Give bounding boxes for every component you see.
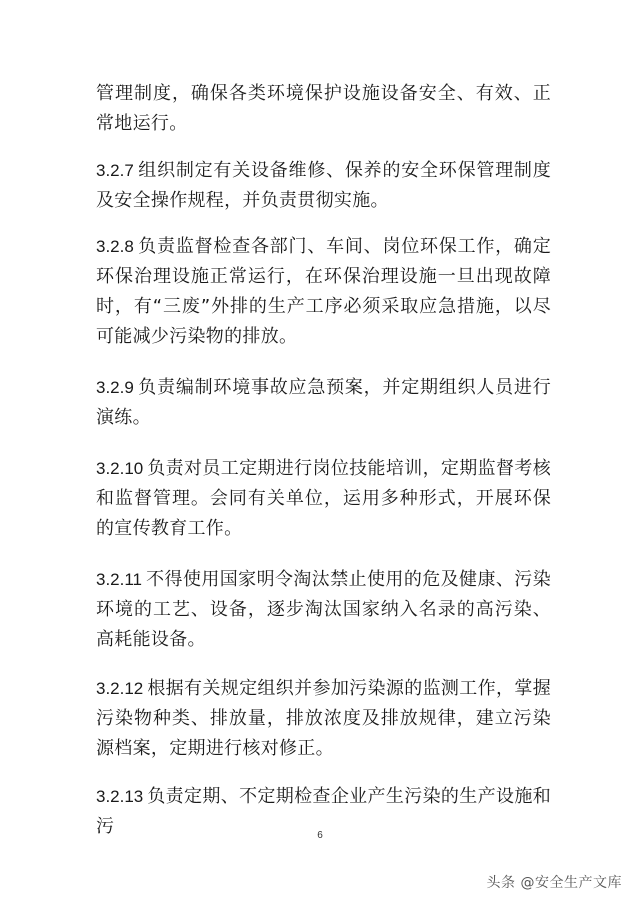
clause-number: 3.2.7 — [96, 161, 134, 180]
paragraph-text: 不得使用国家明令淘汰禁止使用的危及健康、污染环境的工艺、设备，逐步淘汰国家纳入名录的高污染、高耗能设备。 — [96, 569, 551, 650]
clause-number: 3.2.13 — [96, 787, 144, 806]
clause-number: 3.2.10 — [96, 459, 144, 478]
paragraph-continuation — [96, 79, 551, 139]
clause-number: 3.2.9 — [96, 378, 134, 397]
clause-number: 3.2.8 — [96, 237, 134, 256]
paragraph-3-2-7 — [96, 156, 551, 216]
paragraph-3-2-10 — [96, 454, 551, 544]
paragraph-text: 负责对员工定期进行岗位技能培训，定期监督考核和监督管理。会同有关单位，运用多种形式，开展环保的宣传教育工作。 — [96, 458, 551, 539]
clause-number: 3.2.12 — [96, 679, 144, 698]
paragraph-text: 管理制度，确保各类环境保护设施设备安全、有效、正常地运行。 — [96, 83, 551, 134]
paragraph-text: 负责定期、不定期检查企业产生污染的生产设施和污 — [96, 786, 551, 837]
paragraph-3-2-12 — [96, 674, 551, 764]
paragraph-3-2-9 — [96, 373, 551, 433]
paragraph-3-2-8 — [96, 232, 551, 352]
page-number: 6 — [317, 830, 323, 841]
paragraph-text: 组织制定有关设备维修、保养的安全环保管理制度及安全操作规程，并负责贯彻实施。 — [96, 160, 551, 211]
paragraph-text: 负责编制环境事故应急预案，并定期组织人员进行演练。 — [96, 377, 551, 428]
paragraph-text: 负责监督检查各部门、车间、岗位环保工作，确定环保治理设施正常运行，在环保治理设施一旦出现故障时，有“三废”外排的生产工序必须采取应急措施，以尽可能减少污染物的排放。 — [96, 236, 551, 347]
clause-number: 3.2.11 — [96, 570, 143, 589]
watermark: 头条 @安全生产文库 — [486, 875, 622, 891]
paragraph-text: 根据有关规定组织并参加污染源的监测工作，掌握污染物种类、排放量，排放浓度及排放规律，建立污染源档案，定期进行核对修正。 — [96, 678, 551, 759]
paragraph-3-2-11 — [96, 565, 551, 655]
